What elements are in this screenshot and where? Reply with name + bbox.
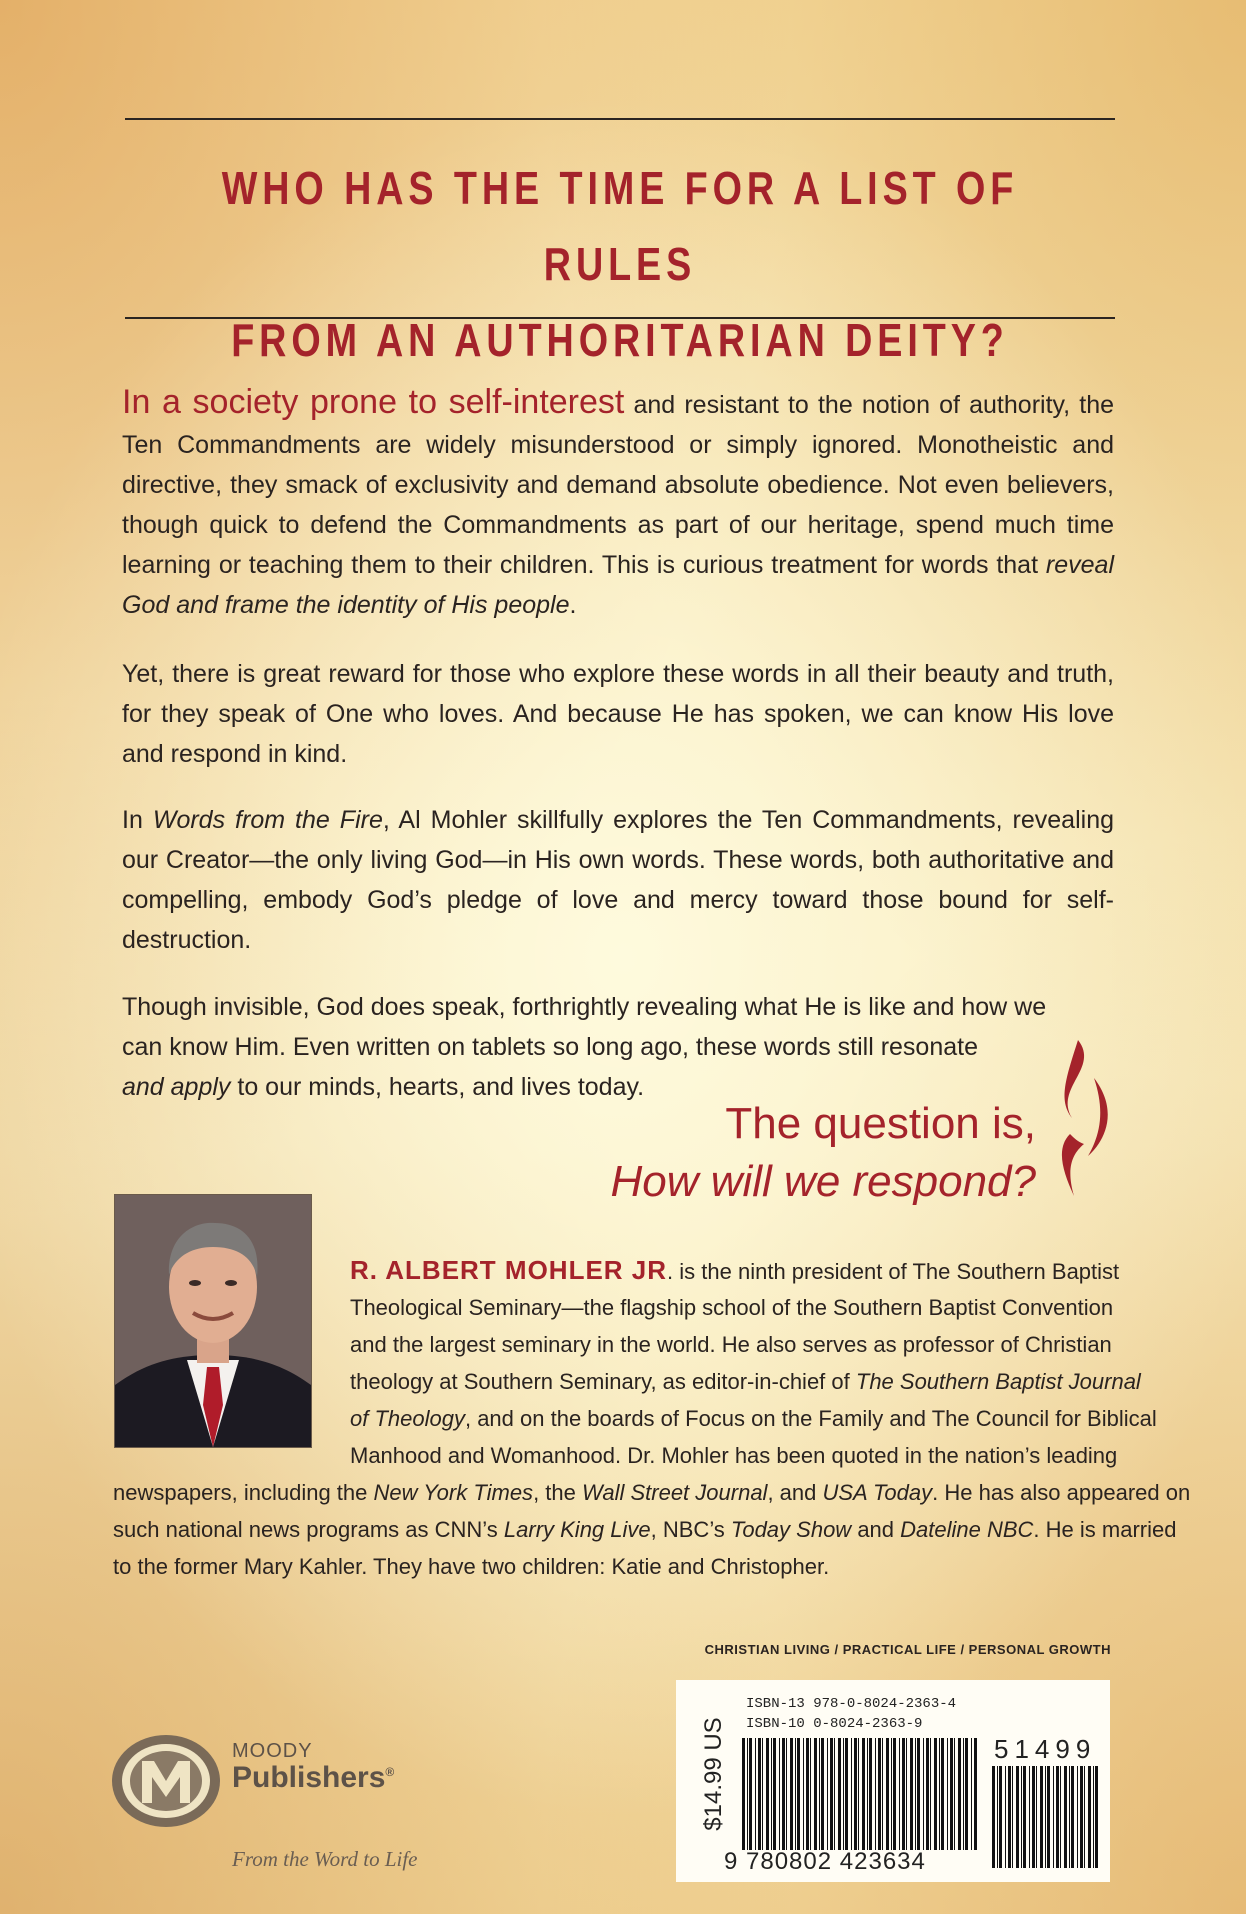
paragraph-2: Yet, there is great reward for those who explore these words in all their beauty and truth, for they speak of One who loves. And because He has spoken, we can know His love and respond in kind. (122, 660, 1114, 768)
bio-text-8b: , NBC’s (650, 1517, 731, 1542)
program-today-show: Today Show (730, 1517, 852, 1542)
barcode-bar (886, 1738, 889, 1850)
author-name: R. ALBERT MOHLER JR (350, 1255, 668, 1285)
barcode-bar (930, 1738, 931, 1850)
barcode-bar (902, 1738, 905, 1850)
barcode-bar (786, 1738, 787, 1850)
barcode-bar (1064, 1766, 1067, 1868)
bio-line-3: and the largest seminary in the world. He also serves as professor of Christian (350, 1332, 1112, 1357)
barcode-bar (910, 1738, 913, 1850)
publication-nyt: New York Times (373, 1480, 534, 1505)
barcode-bar (1047, 1766, 1050, 1868)
isbn-10: ISBN-10 0-8024-2363-9 (746, 1716, 923, 1732)
bio-text-8d: . He is married (1033, 1517, 1177, 1542)
barcode-bar (1032, 1766, 1035, 1868)
barcode-bar (963, 1738, 964, 1850)
question-line-2: How will we respond? (610, 1157, 1036, 1206)
barcode-bar (1069, 1766, 1070, 1868)
barcode-bar (934, 1738, 937, 1850)
barcode-bar (917, 1738, 920, 1850)
paragraph-4-text-b: to our minds, hearts, and lives today. (230, 1073, 645, 1101)
author-photo (114, 1194, 312, 1448)
closing-question (610, 1095, 1036, 1211)
top-rule (125, 118, 1115, 120)
book-title-italic: Words from the Fire (152, 806, 383, 834)
barcode-bar (1012, 1766, 1013, 1868)
bio-text-7c: , and (767, 1480, 823, 1505)
barcode-bar (773, 1738, 776, 1850)
barcode-bar (974, 1738, 977, 1850)
barcode-bars (742, 1738, 982, 1850)
barcode-bar (858, 1738, 859, 1850)
barcode-bar (851, 1738, 852, 1850)
ean5-digits: 51499 (994, 1734, 1097, 1764)
barcode-bar (819, 1738, 820, 1850)
barcode-bar (954, 1738, 955, 1850)
barcode-bar (971, 1738, 972, 1850)
barcode-bar (790, 1738, 793, 1850)
barcode-bar (1084, 1766, 1085, 1868)
headline-line-2: FROM AN AUTHORITARIAN DEITY? (231, 314, 1009, 366)
barcode-bar (1016, 1766, 1019, 1868)
barcode-bar (827, 1738, 828, 1850)
question-line-1: The question is, (725, 1099, 1036, 1148)
barcode-bar (803, 1738, 804, 1850)
barcode-bar (1045, 1766, 1046, 1868)
bio-line-4 (350, 1363, 1141, 1400)
barcode-bar (891, 1738, 892, 1850)
publication-wsj: Wall Street Journal (581, 1480, 768, 1505)
moody-logo-icon (110, 1733, 222, 1829)
barcode-bar (797, 1738, 800, 1850)
paragraph-3-pre: In (122, 806, 153, 834)
bio-line-9: to the former Mary Kahler. They have two children: Katie and Christopher. (113, 1554, 830, 1579)
barcode-bar (834, 1738, 835, 1850)
barcode-bar (1088, 1766, 1091, 1868)
barcode-bar (926, 1738, 929, 1850)
barcode-bar (1021, 1766, 1022, 1868)
barcode-bar (845, 1738, 848, 1850)
bio-text-1: is the ninth president of The Southern Baptist (673, 1259, 1120, 1284)
publisher-tagline: From the Word to Life (232, 1847, 418, 1871)
bio-line-5 (350, 1400, 1157, 1437)
bio-text-7d: . He has also appeared on (932, 1480, 1191, 1505)
barcode-bar (838, 1738, 841, 1850)
barcode-bar (830, 1738, 833, 1850)
barcode-bar (941, 1738, 944, 1850)
barcode-bar (1077, 1766, 1078, 1868)
paragraph-1-end: . (569, 591, 577, 619)
publication-usa-today: USA Today (822, 1480, 933, 1505)
registered-mark: ® (385, 1765, 395, 1779)
barcode-bar (1053, 1766, 1054, 1868)
publisher-name (232, 1740, 394, 1795)
barcode-bar (875, 1738, 876, 1850)
paragraph-4-emphasis: and apply (122, 1073, 231, 1101)
barcode-bar (1008, 1766, 1011, 1868)
barcode-bar (997, 1766, 998, 1868)
bio-line-2: Theological Seminary—the flagship school of the Southern Baptist Convention (350, 1295, 1114, 1320)
barcode-bar (1005, 1766, 1006, 1868)
barcode-bar (899, 1738, 900, 1850)
barcode-bar (906, 1738, 907, 1850)
bottom-rule (125, 317, 1115, 319)
barcode-bar (806, 1738, 809, 1850)
barcode-bar (923, 1738, 924, 1850)
program-larry-king: Larry King Live (503, 1517, 651, 1542)
barcode-bar (747, 1738, 748, 1850)
paragraph-1-emphasis: reveal God and frame the identity of His people (122, 551, 1114, 619)
barcode-bar (1093, 1766, 1094, 1868)
category-label: CHRISTIAN LIVING / PRACTICAL LIFE / PERSONAL GROWTH (704, 1642, 1111, 1657)
barcode-bar (992, 1766, 995, 1868)
flame-icon (1048, 1038, 1118, 1198)
barcode-bar (755, 1738, 756, 1850)
headline-line-1: WHO HAS THE TIME FOR A LIST OF RULES (221, 162, 1019, 290)
barcode-bar (843, 1738, 844, 1850)
barcode-bar (878, 1738, 881, 1850)
barcode-bar (762, 1738, 763, 1850)
barcode-bar (814, 1738, 817, 1850)
barcode-bar (1023, 1766, 1026, 1868)
barcode-bar (1060, 1766, 1061, 1868)
bio-line-6: Manhood and Womanhood. Dr. Mohler has been quoted in the nation’s leading (350, 1443, 1118, 1468)
bio-text-4: theology at Southern Seminary, as editor-in-chief of (350, 1369, 856, 1394)
barcode-bar (1029, 1766, 1030, 1868)
barcode-bar (782, 1738, 785, 1850)
bio-text-5: , and on the boards of Focus on the Family and The Council for Biblical (464, 1406, 1157, 1431)
barcode-bar (821, 1738, 824, 1850)
barcode-bar (867, 1738, 868, 1850)
barcode-bar (795, 1738, 796, 1850)
barcode-panel (676, 1680, 1110, 1882)
barcode-addon-bars (992, 1766, 1100, 1868)
barcode-bar (766, 1738, 769, 1850)
paragraph-1-text: and resistant to the notion of authority, the Ten Commandments are widely misunderstood or simply ignored. Monotheistic and directive, they smack of exclusivity and demand absolute obedience. Not even believers, though quick to defend the Commandments as part of our heritage, spend much time learning or teaching them to their children. This is curious treatment for words that (122, 391, 1115, 579)
barcode-bar (758, 1738, 761, 1850)
barcode-bar (869, 1738, 872, 1850)
price-label: $14.99 US (700, 1717, 727, 1831)
barcode-bar (882, 1738, 883, 1850)
barcode-bar (1095, 1766, 1098, 1868)
barcode-bar (965, 1738, 968, 1850)
barcode-bar (862, 1738, 865, 1850)
bio-line-1 (350, 1252, 1119, 1290)
publisher-name-2: Publishers (232, 1761, 386, 1794)
journal-title-end: of Theology (350, 1406, 465, 1431)
barcode-bar (779, 1738, 780, 1850)
barcode-bar (771, 1738, 772, 1850)
paragraph-4 (122, 987, 1052, 1107)
bio-text-8c: and (851, 1517, 901, 1542)
paragraph-3-text: , Al Mohler skillfully explores the Ten Commandments, revealing our Creator—the only living God—in His own words. These words, both authoritative and compelling, embody God’s pledge of love and mercy toward those bound for self-destruction. (122, 806, 1115, 954)
bio-text-7b: , the (533, 1480, 582, 1505)
barcode-bar (999, 1766, 1002, 1868)
barcode-bar (854, 1738, 857, 1850)
barcode-bar (893, 1738, 896, 1850)
journal-title: The Southern Baptist Journal (855, 1369, 1141, 1394)
barcode-bar (749, 1738, 752, 1850)
ean-digits: 9 780802 423634 (724, 1848, 926, 1875)
isbn-13: ISBN-13 978-0-8024-2363-4 (746, 1696, 957, 1712)
lead-phrase: In a society prone to self-interest (122, 383, 625, 421)
barcode-bar (939, 1738, 940, 1850)
barcode-bar (1080, 1766, 1083, 1868)
barcode-bar (958, 1738, 961, 1850)
barcode-bar (1036, 1766, 1037, 1868)
bio-line-7 (113, 1474, 1190, 1511)
barcode-bar (742, 1738, 745, 1850)
barcode-bar (947, 1738, 948, 1850)
author-name-period: . (667, 1259, 674, 1284)
bio-text-8a: such national news programs as CNN’s (113, 1517, 504, 1542)
paragraph-1 (122, 382, 1114, 625)
headline (125, 150, 1115, 378)
program-dateline: Dateline NBC (900, 1517, 1034, 1542)
barcode-bar (1040, 1766, 1043, 1868)
barcode-bar (1071, 1766, 1074, 1868)
barcode-bar (1056, 1766, 1059, 1868)
publisher-name-1: MOODY (232, 1740, 313, 1762)
barcode-bar (915, 1738, 916, 1850)
bio-text-7a: newspapers, including the (113, 1480, 374, 1505)
barcode-bar (950, 1738, 953, 1850)
paragraph-3 (122, 800, 1114, 960)
bio-line-8 (113, 1511, 1176, 1548)
barcode-bar (810, 1738, 811, 1850)
paragraph-4-text-a: Though invisible, God does speak, forthrightly revealing what He is like and how we can know Him. Even written on tablets so long ago, these words still resonate (122, 993, 1047, 1061)
